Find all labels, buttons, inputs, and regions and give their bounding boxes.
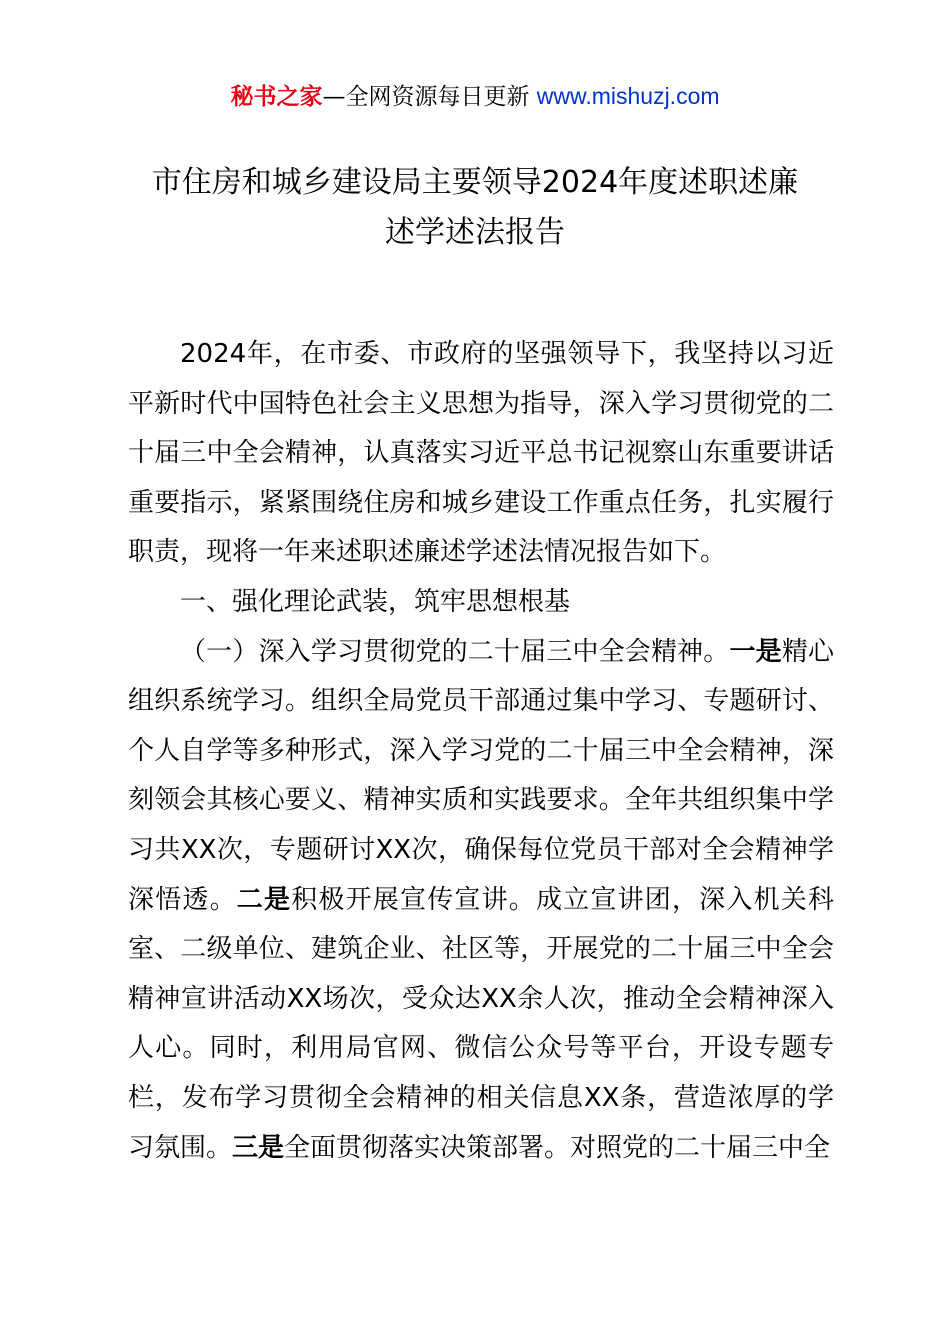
banner-tagline: —全网资源每日更新 <box>322 84 537 110</box>
intro-paragraph: 2024年，在市委、市政府的坚强领导下，我坚持以习近平新时代中国特色社会主义思想为指导，深入学习贯彻党的二十届三中全会精神，认真落实习近平总书记视察山东重要讲话重要指示，紧紧围绕住房和城乡建设工作重点任务，扎实履行职责，现将一年来述职述廉述学述法情况报告如下。 <box>128 339 834 568</box>
paragraph-1-bold-3: 三是 <box>232 1132 285 1163</box>
paragraph-1-lead: （一）深入学习贯彻党的二十届三中全会精神。 <box>180 636 730 667</box>
paragraph-1-bold-1: 一是 <box>729 636 782 667</box>
document-body <box>128 330 834 1173</box>
paragraph-1-text-1: 精心组织系统学习。组织全局党员干部通过集中学习、专题研讨、个人自学等多种形式，深入学习党的二十届三中全会精神，深刻领会其核心要义、精神实质和实践要求。全年共组织集中学习共XX次，专题研讨XX次，确保每位党员干部对全会精神学深悟透。 <box>128 636 834 915</box>
paragraph-1 <box>128 628 834 1174</box>
paragraph-1-text-2: 积极开展宣传宣讲。成立宣讲团，深入机关科室、二级单位、建筑企业、社区等，开展党的二十届三中全会精神宣讲活动XX场次，受众达XX余人次，推动全会精神深入人心。同时，利用局官网、微信公众号等平台，开设专题专栏，发布学习贯彻全会精神的相关信息XX条，营造浓厚的学习氛围。 <box>128 884 834 1163</box>
banner-url[interactable]: www.mishuzj.com <box>536 83 720 109</box>
paragraph-1-text-3: 全面贯彻落实决策部署。对照党的二十届三中全 <box>284 1132 831 1163</box>
section-heading-1: 一、强化理论武装，筑牢思想根基 <box>180 586 571 617</box>
banner-site-name: 秘书之家 <box>230 84 323 110</box>
document-title <box>100 158 850 258</box>
site-banner <box>0 80 950 113</box>
title-line-1: 市住房和城乡建设局主要领导2024年度述职述廉 <box>151 165 799 200</box>
title-line-2: 述学述法报告 <box>385 215 565 250</box>
paragraph-1-bold-2: 二是 <box>236 884 292 915</box>
